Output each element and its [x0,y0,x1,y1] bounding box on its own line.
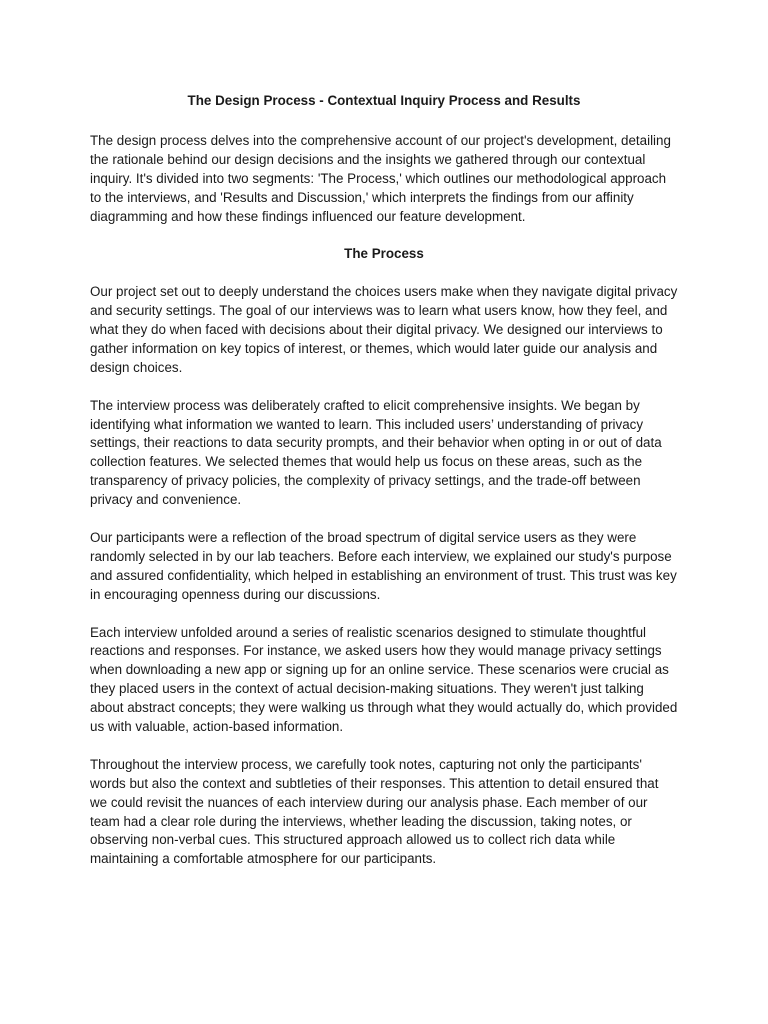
document-title: The Design Process - Contextual Inquiry Process and Results [187,93,581,108]
paragraph: The interview process was deliberately crafted to elicit comprehensive insights. We began by identifying what information we wanted to learn. This included users’ understanding of privacy settings, their reactions to data security prompts, and their behavior when opting in or out of data collection features. We selected themes that would help us focus on these areas, such as the transparency of privacy policies, the complexity of privacy settings, and the trade-off between privacy and convenience. [90,397,662,508]
intro-paragraph: The design process delves into the comprehensive account of our project's development, detailing the rationale behind our design decisions and the insights we gathered through our contextual inquiry. It's divided into two segments: 'The Process,' which outlines our methodological approach to the interviews, and 'Results and Discussion,' which interprets the findings from our affinity diagramming and how these findings influenced our feature development. [90,132,671,224]
section-heading-the-process: The Process [344,246,424,262]
paragraph: Our project set out to deeply understand the choices users make when they navigate digital privacy and security settings. The goal of our interviews was to learn what users know, how they feel, and what they do when faced with decisions about their digital privacy. We designed our interviews to gather information on key topics of interest, or themes, which would later guide our analysis and design choices. [90,284,678,375]
paragraph: Each interview unfolded around a series of realistic scenarios designed to stimulate thoughtful reactions and responses. For instance, we asked users how they would manage privacy settings when downloading a new app or signing up for an online service. These scenarios were crucial as they placed users in the context of actual decision-making situations. They weren't just talking about abstract concepts; they were walking us through what they would actually do, which provided us with valuable, action-based information. [90,624,678,735]
paragraph: Our participants were a reflection of the broad spectrum of digital service users as they were randomly selected in by our lab teachers. Before each interview, we explained our study's purpose and assured confidentiality, which helped in establishing an environment of trust. This trust was key in encouraging openness during our discussions. [90,529,677,602]
paragraph: Throughout the interview process, we carefully took notes, capturing not only the participants' words but also the context and subtleties of their responses. This attention to detail ensured that we could revisit the nuances of each interview during our analysis phase. Each member of our team had a clear role during the interviews, whether leading the discussion, taking notes, or observing non-verbal cues. This structured approach allowed us to collect rich data while maintaining a comfortable atmosphere for our participants. [90,756,659,867]
document-body [90,92,678,888]
